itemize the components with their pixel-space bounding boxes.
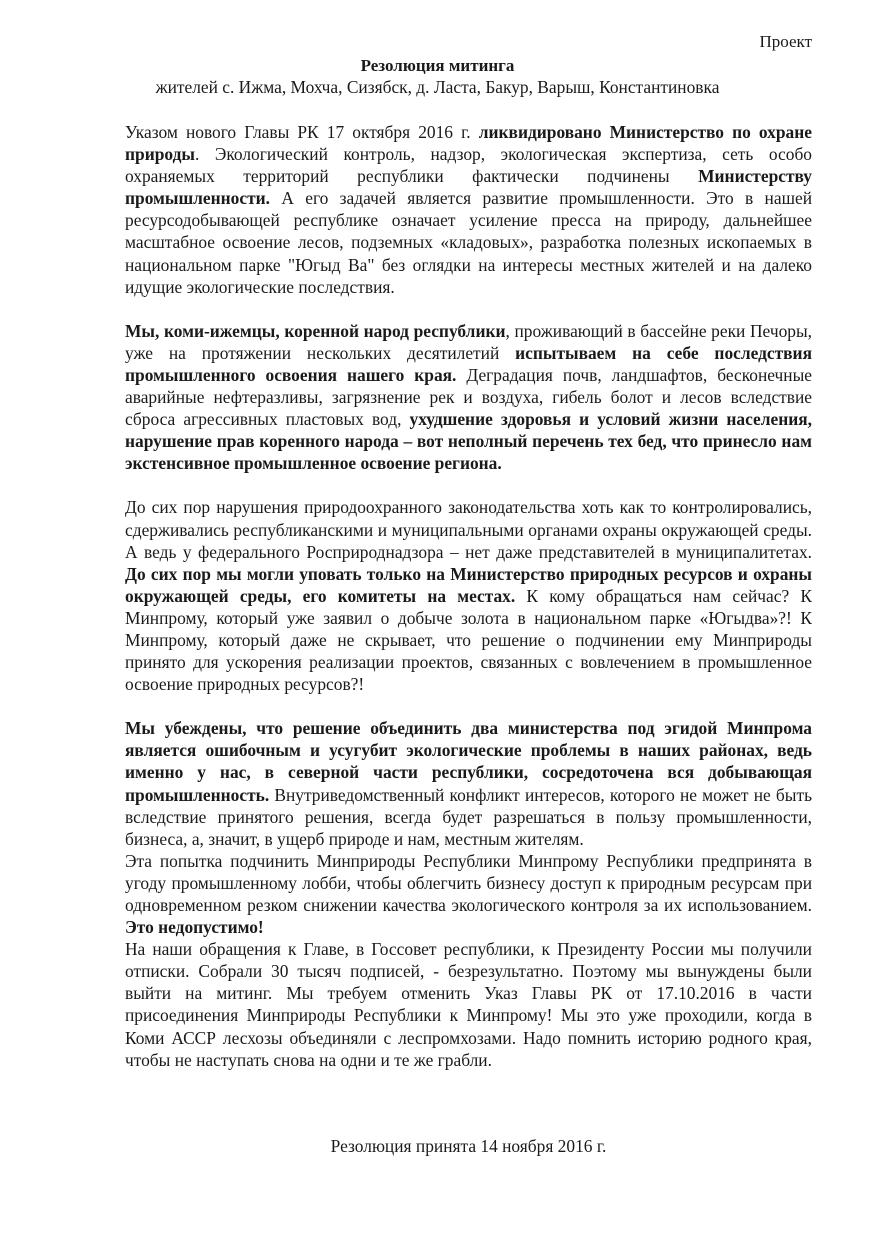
text-run: До сих пор нарушения природоохранного законодательства хоть как то контролировались, сдерживались республиканскими и муниципальными органами охраны окружающей среды. А ведь у федерального Росприроднадзора – нет даже представителей в муниципалитетах. bbox=[125, 497, 812, 562]
text-run: Деградация почв, ландшафтов, бесконечные аварийные нефтеразливы, загрязнение рек и воздуха, гибель болот и лесов вследствие сброса агрессивных пластовых вод, bbox=[125, 364, 813, 430]
bold-run: испытываем на себе последствия промышленного освоения нашего края. bbox=[125, 342, 812, 385]
bold-run: Это недопустимо! bbox=[125, 917, 264, 938]
paragraph-3 bbox=[125, 496, 812, 695]
bold-run: Мы убеждены, что решение объединить два министерства под эгидой Минпрома является ошибочным и усугубит экологические проблемы в наших районах, ведь именно у нас, в северной части республики, сосредоточена вся добывающая промышленность. bbox=[125, 718, 812, 805]
bold-run: До сих пор мы могли уповать только на Министерство природных ресурсов и охраны окружающей среды, его комитеты на местах. bbox=[125, 563, 812, 606]
bold-run: ухудшение здоровья и условий жизни населения, нарушение прав коренного народа – вот неполный перечень тех бед, что принесло нам экстенсивное промышленное освоение региона. bbox=[125, 409, 813, 474]
text-run: К кому обращаться нам сейчас? К Минпрому, который уже заявил о добыче золота в национальном парке «Югыдва»?! К Минпрому, который даже не скрывает, что решение о подчинении ему Минприроды принято для ускорения реализации проектов, связанных с вовлечением в промышленное освоение природных ресурсов?! bbox=[125, 585, 812, 695]
text-run: . Экологический контроль, надзор, экологическая экспертиза, сеть особо охраняемых территорий республики фактически подчинены bbox=[125, 144, 812, 187]
text-run: Указом нового Главы РК 17 октября 2016 г. bbox=[125, 122, 479, 142]
paragraph-2 bbox=[125, 320, 812, 475]
text-run: Эта попытка подчинить Минприроды Республики Минпрому Республики предпринята в угоду промышленному лобби, чтобы облегчить бизнесу доступ к природным ресурсам при одновременном резком снижении качества экологического контроля за их использованием. bbox=[125, 850, 812, 915]
text-run: На наши обращения к Главе, в Госсовет республики, к Президенту России мы получили отписки. Собрали 30 тысяч подписей, - безрезультатно. Поэтому мы вынуждены были выйти на митинг. Мы требуем отменить Указ Главы РК от 17.10.2016 в части присоединения Минприроды Республики к Минпрому! Мы это уже проходили, когда в Коми АССР лесхозы объединяли с леспромхозами. Надо помнить историю родного края, чтобы не наступать снова на одни и те же грабли. bbox=[125, 939, 812, 1070]
paragraph-4 bbox=[125, 717, 812, 850]
bold-run: Мы, коми-ижемцы, коренной народ республики bbox=[125, 320, 506, 341]
paragraph-6 bbox=[125, 938, 812, 1071]
document-title: Резолюция митинга bbox=[360, 56, 515, 75]
closing-line: Резолюция принята 14 ноября 2016 г. bbox=[330, 1136, 607, 1156]
text-run: , проживающий в бассейне реки Печоры, уже на протяжении нескольких десятилетий bbox=[125, 320, 812, 363]
bold-run: Министерству промышленности. bbox=[125, 166, 812, 209]
paragraph-5 bbox=[125, 850, 812, 938]
document-subtitle: жителей с. Ижма, Мохча, Сизябск, д. Ласта, Бакур, Варыш, Константиновка bbox=[155, 77, 720, 97]
bold-run: ликвидировано Министерство по охране природы bbox=[125, 122, 812, 165]
draft-mark: Проект bbox=[759, 32, 812, 51]
paragraph-1 bbox=[125, 121, 812, 298]
text-run: Внутриведомственный конфликт интересов, которого не может не быть вследствие принятого решения, всегда будет разрешаться в пользу промышленности, бизнеса, а, значит, в ущерб природе и нам, местным жителям. bbox=[125, 784, 812, 849]
document-body bbox=[125, 121, 812, 1071]
text-run: А его задачей является развитие промышленности. Это в нашей ресурсодобывающей республике означает усиление пресса на природу, дальнейшее масштабное освоение лесов, подземных «кладовых», разработка полезных ископаемых в национальном парке "Югыд Ва" без оглядки на интересы местных жителей и на далеко идущие экологические последствия. bbox=[125, 188, 812, 297]
